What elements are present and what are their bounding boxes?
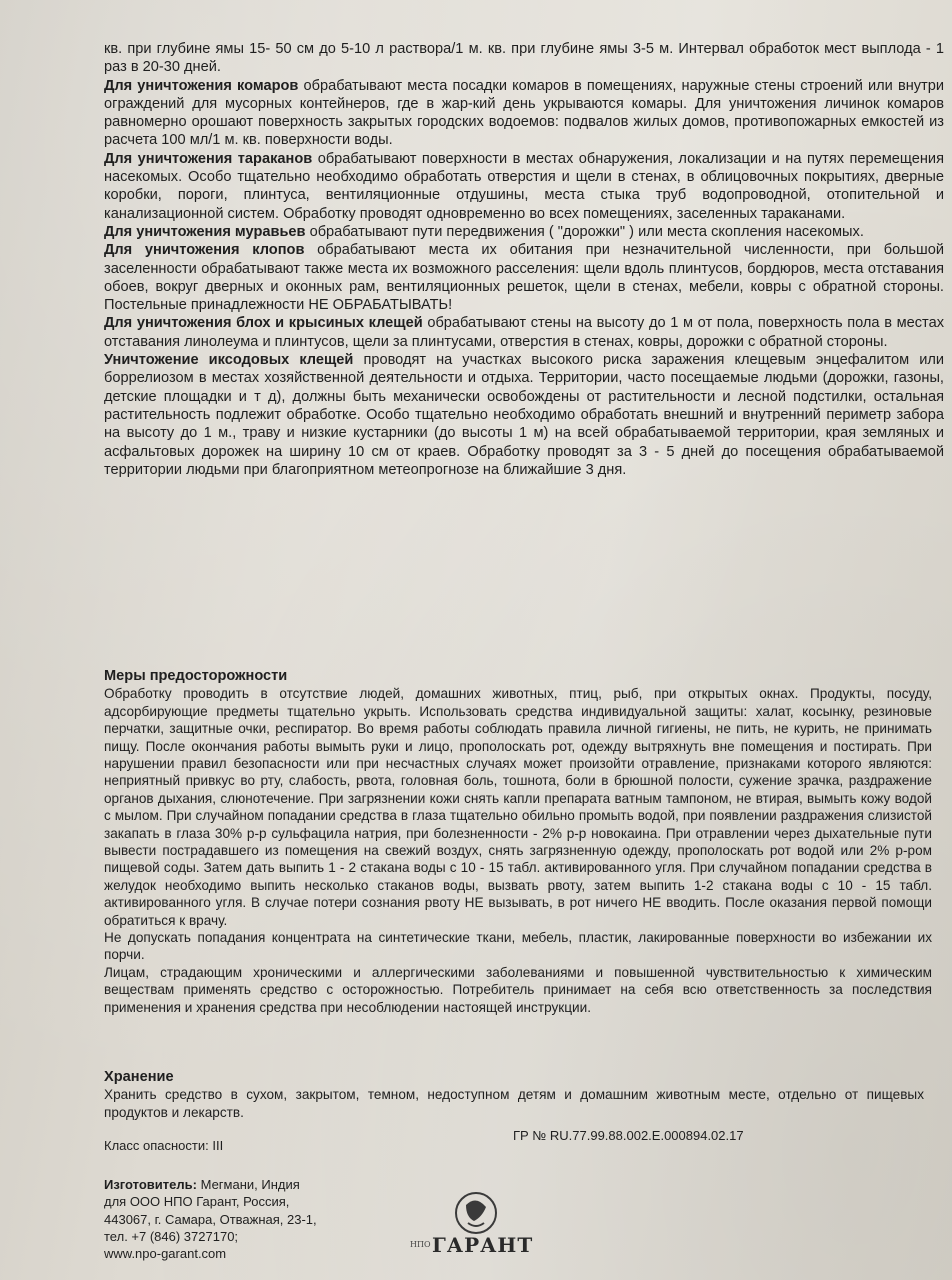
precautions-paragraph-2: Не допускать попадания концентрата на синтетические ткани, мебель, пластик, лакированные поверхности во избежании их порчи.: [104, 929, 932, 963]
mosquito-lead: Для уничтожения комаров: [104, 77, 299, 94]
maker-value: Мегмани, Индия: [200, 1177, 300, 1192]
maker-label: Изготовитель:: [104, 1177, 197, 1192]
precautions-title: Меры предосторожности: [104, 668, 288, 684]
ant-lead: Для уничтожения муравьев: [104, 223, 306, 240]
logo-small-text: НПО: [410, 1240, 431, 1249]
logo-text: ГАРАНТ: [432, 1233, 534, 1257]
bedbug-text: обрабатывают места их обитания при незначительной численности, при большой заселенности обрабатывают также места их возможного расселения: щели вдоль плинтусов, бордюров, места отставания обоев, вокруг дверных и оконных рам, вентиляционных решеток, щели в стенах, мебели, ковры с обратной стороны. Постельные принадлежности НЕ ОБРАБАТЫВАТЬ!: [104, 242, 945, 314]
bedbug-lead: Для уничтожения клопов: [104, 242, 305, 259]
storage-text: Хранить средство в сухом, закрытом, темном, недоступном детям и домашним животным месте, отдельно от пищевых продуктов и лекарств.: [104, 1087, 924, 1120]
hazard-class: Класс опасности: III: [104, 1138, 224, 1153]
storage-section: [104, 1068, 924, 1121]
flea-paragraph: [104, 314, 944, 351]
flea-lead: Для уничтожения блох и крысиных клещей: [104, 315, 423, 332]
cockroach-paragraph: [104, 150, 944, 223]
mosquito-depth-paragraph: кв. при глубине ямы 15- 50 см до 5-10 л раствора/1 м. кв. при глубине ямы 3-5 м. Интервал обработок мест выплода - 1 раз в 20-30 дней.: [104, 41, 944, 76]
precautions-paragraph-3: Лицам, страдающим хроническими и аллергическими заболеваниями и повышенной чувствительностью к химическим веществам применять средство с осторожностью. Потребитель принимает на себя всю ответственность за последствия применения и хранения средства при несоблюдении настоящей инструкции.: [104, 964, 932, 1015]
ant-paragraph: [104, 223, 944, 241]
precautions-paragraph-1: Обработку проводить в отсутствие людей, домашних животных, птиц, рыб, при открытых окнах. Продукты, посуду, адсорбирующие предметы тщательно укрыть. Использовать средства индивидуальной защиты: халат, косынку, резиновые перчатки, защитные очки, респиратор. Во время работы соблюдать правила личной гигиены, не пить, не курить, не принимать пищу. После окончания работы вымыть руки и лицо, прополоскать рот, одежду вытряхнуть вне помещения и постирать. При нарушении правил безопасности или при несчастных случаях может произойти отравление, признаками которого являются: неприятный привкус во рту, слабость, рвота, головная боль, тошнота, боли в брюшной полости, сужение зрачка, раздражение органов дыхания, слюнотечение. При загрязнении кожи снять капли препарата ватным тампоном, не втирая, вымыть кожу водой с мылом. При случайном попадании средства в глаза тщательно обильно промыть водой, при появлении раздражения слизистой закапать в глаза 30% р-р сульфацила натрия, при болезненности - 2% р-р новокаина. При отравлении через дыхательные пути вывести пострадавшего из помещения на свежий воздух, снять загрязненную одежду, прополоскать рот водой или 2% р-ром пищевой соды. Затем дать выпить 1 - 2 стакана воды с 10 - 15 табл. активированного угля. При случайном попадании средства в желудок необходимо выпить несколько стаканов воды, вызвать рвоту, затем выпить 1-2 стакана воды с 10 - 15 табл. активированного угля. В случае потери сознания рвоту НЕ вызывать, в рот ничего НЕ вводить. После оказания первой помощи обратиться к врачу.: [104, 686, 932, 928]
cockroach-lead: Для уничтожения тараканов: [104, 150, 313, 167]
manufacturer-block: [104, 1176, 317, 1262]
storage-title: Хранение: [104, 1069, 174, 1085]
mosquito-paragraph: [104, 77, 944, 150]
website-line: www.npo-garant.com: [104, 1246, 227, 1262]
flea-text: обрабатывают стены на высоту до 1 м от пола, поверхность пола в местах отставания линолеума и плинтусов, щели за плинтусами, отверстия в стенах, ковры, дорожки с обратной стороны.: [104, 315, 944, 350]
mosquito-text: обрабатывают места посадки комаров в помещениях, наружные стены строений или внутри ограждений для мусорных контейнеров, где в жар-кий день укрываются комары. Для уничтожения личинок комаров равномерно орошают поверхность закрытых городских водоемов: подвалов жилых домов, противопожарных емкостей из расчета 100 мл/1 м. кв. поверхности воды.: [104, 77, 944, 149]
registration-number: ГР № RU.77.99.88.002.Е.000894.02.17: [513, 1128, 744, 1143]
ant-text: обрабатывают пути передвижения ( "дорожки" ) или места скопления насекомых.: [309, 223, 864, 240]
maker-line: [104, 1176, 317, 1193]
application-instructions: [104, 40, 944, 479]
tick-paragraph: [104, 351, 944, 479]
distributor-line: для ООО НПО Гарант, Россия,: [104, 1194, 290, 1210]
tick-text: проводят на участках высокого риска заражения клещевым энцефалитом или боррелиозом в местах хозяйственной деятельности и отдыха. Территории, часто посещаемые людьми (дорожки, газоны, детские площадки и т д), должны быть механически освобождены от растительности и лесной подстилки, остальная растительность подлежит обработке. Особо тщательно необходимо обработать внешний и внутренний периметр забора на высоту до 1 м., траву и низкие кустарники (до высоты 1 м) на всей обрабатываемой территории, края земляных и асфальтовых дорожек на ширину 10 см от краев. Обработку проводят за 3 - 5 дней до посещения обрабатываемой территории людьми при благоприятном метеопрогнозе на ближайшие 3 дня.: [104, 352, 945, 478]
bedbug-paragraph: [104, 241, 944, 314]
tick-lead: Уничтожение иксодовых клещей: [104, 352, 354, 369]
address-line: 443067, г. Самара, Отважная, 23-1,: [104, 1211, 317, 1227]
phone-line: тел. +7 (846) 3727170;: [104, 1228, 239, 1244]
precautions-section: [104, 667, 932, 1016]
cockroach-text: обрабатывают поверхности в местах обнаружения, локализации и на путях перемещения насекомых. Особо тщательно необходимо обработать отверстия и щели в стенах, в облицовочных покрытиях, дверные коробки, пороги, плинтуса, вентиляционные отдушины, места стыка труб водопроводной, отопительной и канализационной систем. Обработку проводят одновременно во всех помещениях, заселенных тараканами.: [104, 150, 944, 222]
